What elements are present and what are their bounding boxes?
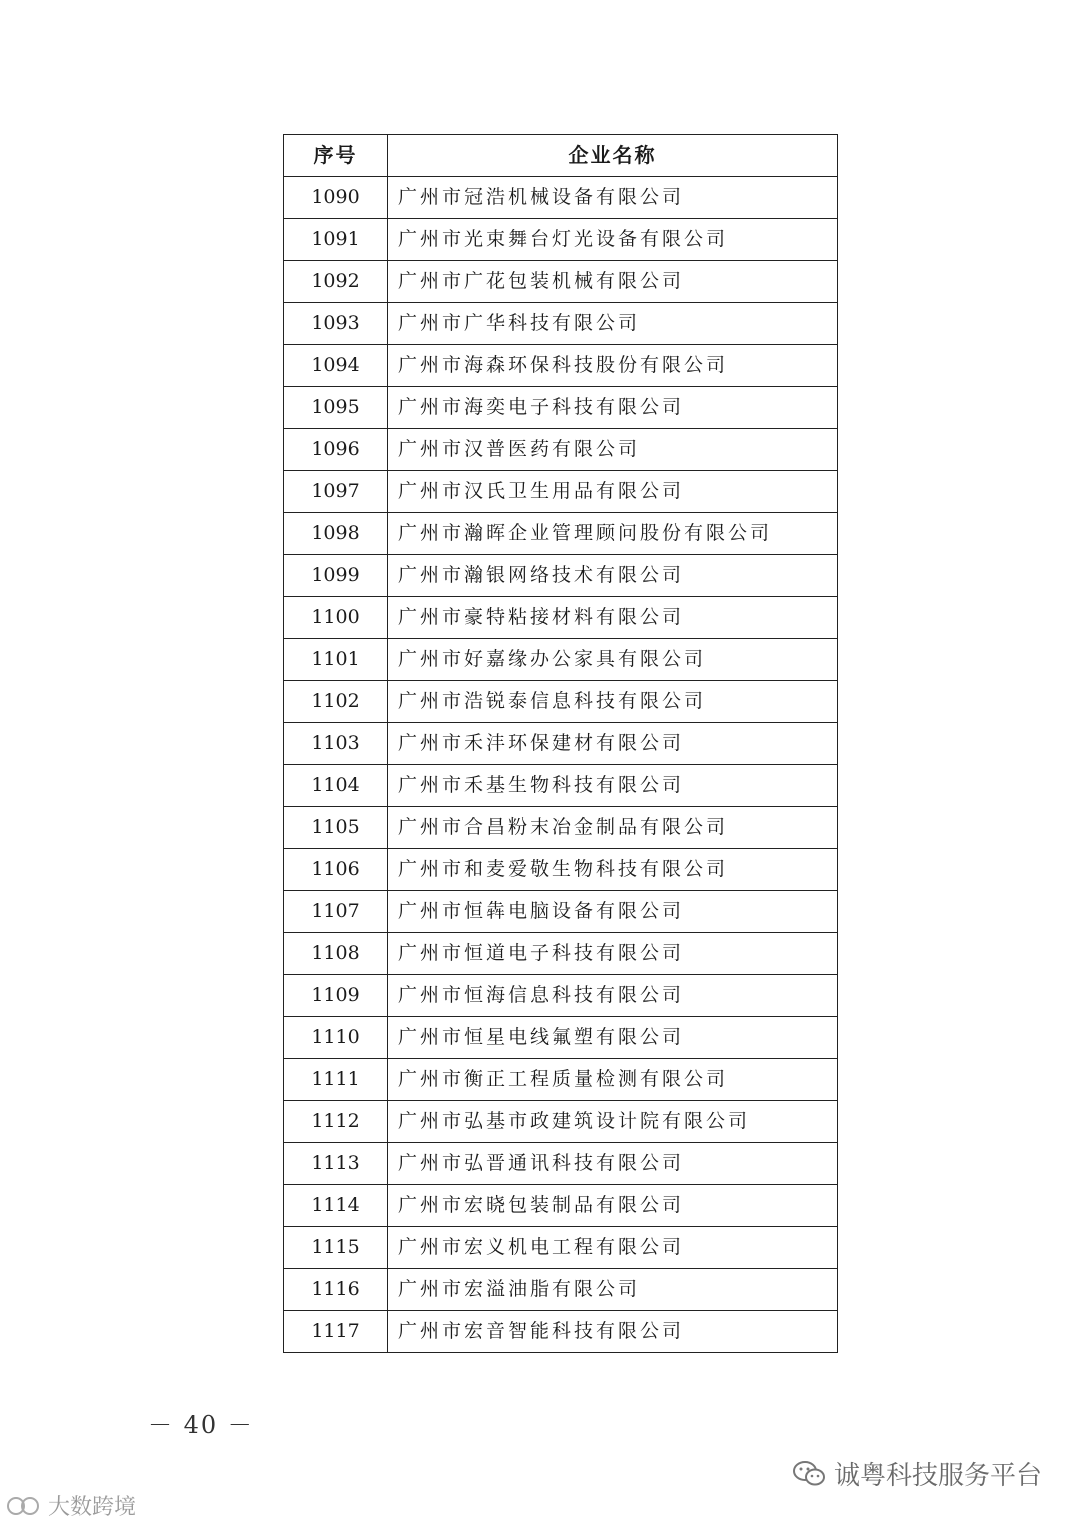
table-row	[284, 933, 838, 975]
row-serial-number: 1100	[284, 597, 388, 639]
table-header-row	[284, 135, 838, 177]
table-row	[284, 1185, 838, 1227]
table-row	[284, 975, 838, 1017]
row-serial-number: 1105	[284, 807, 388, 849]
row-enterprise-name: 广州市衡正工程质量检测有限公司	[388, 1059, 838, 1101]
row-serial-number: 1096	[284, 429, 388, 471]
chat-icon	[792, 1460, 826, 1488]
row-enterprise-name: 广州市宏义机电工程有限公司	[388, 1227, 838, 1269]
row-enterprise-name: 广州市宏溢油脂有限公司	[388, 1269, 838, 1311]
row-enterprise-name: 广州市禾沣环保建材有限公司	[388, 723, 838, 765]
table-row	[284, 849, 838, 891]
row-enterprise-name: 广州市好嘉缘办公家具有限公司	[388, 639, 838, 681]
table-row	[284, 387, 838, 429]
table-row	[284, 1059, 838, 1101]
table-row	[284, 555, 838, 597]
table-row	[284, 639, 838, 681]
row-serial-number: 1112	[284, 1101, 388, 1143]
row-serial-number: 1114	[284, 1185, 388, 1227]
watermark-right	[792, 1455, 1042, 1492]
row-serial-number: 1113	[284, 1143, 388, 1185]
row-serial-number: 1104	[284, 765, 388, 807]
table-row	[284, 513, 838, 555]
row-serial-number: 1117	[284, 1311, 388, 1353]
row-enterprise-name: 广州市瀚银网络技术有限公司	[388, 555, 838, 597]
row-enterprise-name: 广州市合昌粉末冶金制品有限公司	[388, 807, 838, 849]
row-serial-number: 1115	[284, 1227, 388, 1269]
row-enterprise-name: 广州市瀚晖企业管理顾问股份有限公司	[388, 513, 838, 555]
row-serial-number: 1099	[284, 555, 388, 597]
row-enterprise-name: 广州市广花包装机械有限公司	[388, 261, 838, 303]
row-serial-number: 1095	[284, 387, 388, 429]
row-serial-number: 1103	[284, 723, 388, 765]
watermark-left	[6, 1490, 136, 1521]
watermark-right-text: 诚粤科技服务平台	[833, 1461, 1042, 1491]
row-serial-number: 1102	[284, 681, 388, 723]
table-row	[284, 1143, 838, 1185]
row-serial-number: 1107	[284, 891, 388, 933]
table-row	[284, 1269, 838, 1311]
table-row	[284, 597, 838, 639]
row-serial-number: 1116	[284, 1269, 388, 1311]
row-enterprise-name: 广州市恒海信息科技有限公司	[388, 975, 838, 1017]
row-enterprise-name: 广州市弘晋通讯科技有限公司	[388, 1143, 838, 1185]
table-row	[284, 807, 838, 849]
row-serial-number: 1094	[284, 345, 388, 387]
page-number: － 40 －	[148, 1411, 254, 1439]
table-row	[284, 303, 838, 345]
row-enterprise-name: 广州市和麦爱敬生物科技有限公司	[388, 849, 838, 891]
table-row	[284, 1311, 838, 1353]
table-row	[284, 219, 838, 261]
table-row	[284, 723, 838, 765]
row-serial-number: 1098	[284, 513, 388, 555]
row-serial-number: 1110	[284, 1017, 388, 1059]
row-serial-number: 1106	[284, 849, 388, 891]
row-enterprise-name: 广州市弘基市政建筑设计院有限公司	[388, 1101, 838, 1143]
row-enterprise-name: 广州市豪特粘接材料有限公司	[388, 597, 838, 639]
row-serial-number: 1111	[284, 1059, 388, 1101]
row-serial-number: 1097	[284, 471, 388, 513]
row-serial-number: 1108	[284, 933, 388, 975]
row-enterprise-name: 广州市恒犇电脑设备有限公司	[388, 891, 838, 933]
row-enterprise-name: 广州市冠浩机械设备有限公司	[388, 177, 838, 219]
table-row	[284, 681, 838, 723]
table-row	[284, 471, 838, 513]
row-enterprise-name: 广州市汉氏卫生用品有限公司	[388, 471, 838, 513]
table-row	[284, 345, 838, 387]
table-row	[284, 261, 838, 303]
header-serial-number: 序号	[284, 135, 388, 177]
table-row	[284, 1017, 838, 1059]
table-row	[284, 765, 838, 807]
row-enterprise-name: 广州市浩锐泰信息科技有限公司	[388, 681, 838, 723]
row-enterprise-name: 广州市恒道电子科技有限公司	[388, 933, 838, 975]
row-serial-number: 1091	[284, 219, 388, 261]
table-row	[284, 891, 838, 933]
row-enterprise-name: 广州市海森环保科技股份有限公司	[388, 345, 838, 387]
brand-logo-icon	[6, 1493, 42, 1519]
table-body	[284, 177, 838, 1353]
row-enterprise-name: 广州市广华科技有限公司	[388, 303, 838, 345]
row-serial-number: 1092	[284, 261, 388, 303]
row-enterprise-name: 广州市恒星电线氟塑有限公司	[388, 1017, 838, 1059]
row-serial-number: 1093	[284, 303, 388, 345]
row-serial-number: 1101	[284, 639, 388, 681]
row-enterprise-name: 广州市禾基生物科技有限公司	[388, 765, 838, 807]
header-enterprise-name: 企业名称	[388, 135, 838, 177]
watermark-left-text: 大数跨境	[48, 1495, 137, 1520]
row-enterprise-name: 广州市光束舞台灯光设备有限公司	[388, 219, 838, 261]
row-serial-number: 1109	[284, 975, 388, 1017]
table-row	[284, 1101, 838, 1143]
row-enterprise-name: 广州市宏音智能科技有限公司	[388, 1311, 838, 1353]
row-serial-number: 1090	[284, 177, 388, 219]
table-row	[284, 177, 838, 219]
enterprise-table	[283, 134, 838, 1353]
row-enterprise-name: 广州市海奕电子科技有限公司	[388, 387, 838, 429]
row-enterprise-name: 广州市汉普医药有限公司	[388, 429, 838, 471]
table-row	[284, 1227, 838, 1269]
table-row	[284, 429, 838, 471]
row-enterprise-name: 广州市宏晓包装制品有限公司	[388, 1185, 838, 1227]
